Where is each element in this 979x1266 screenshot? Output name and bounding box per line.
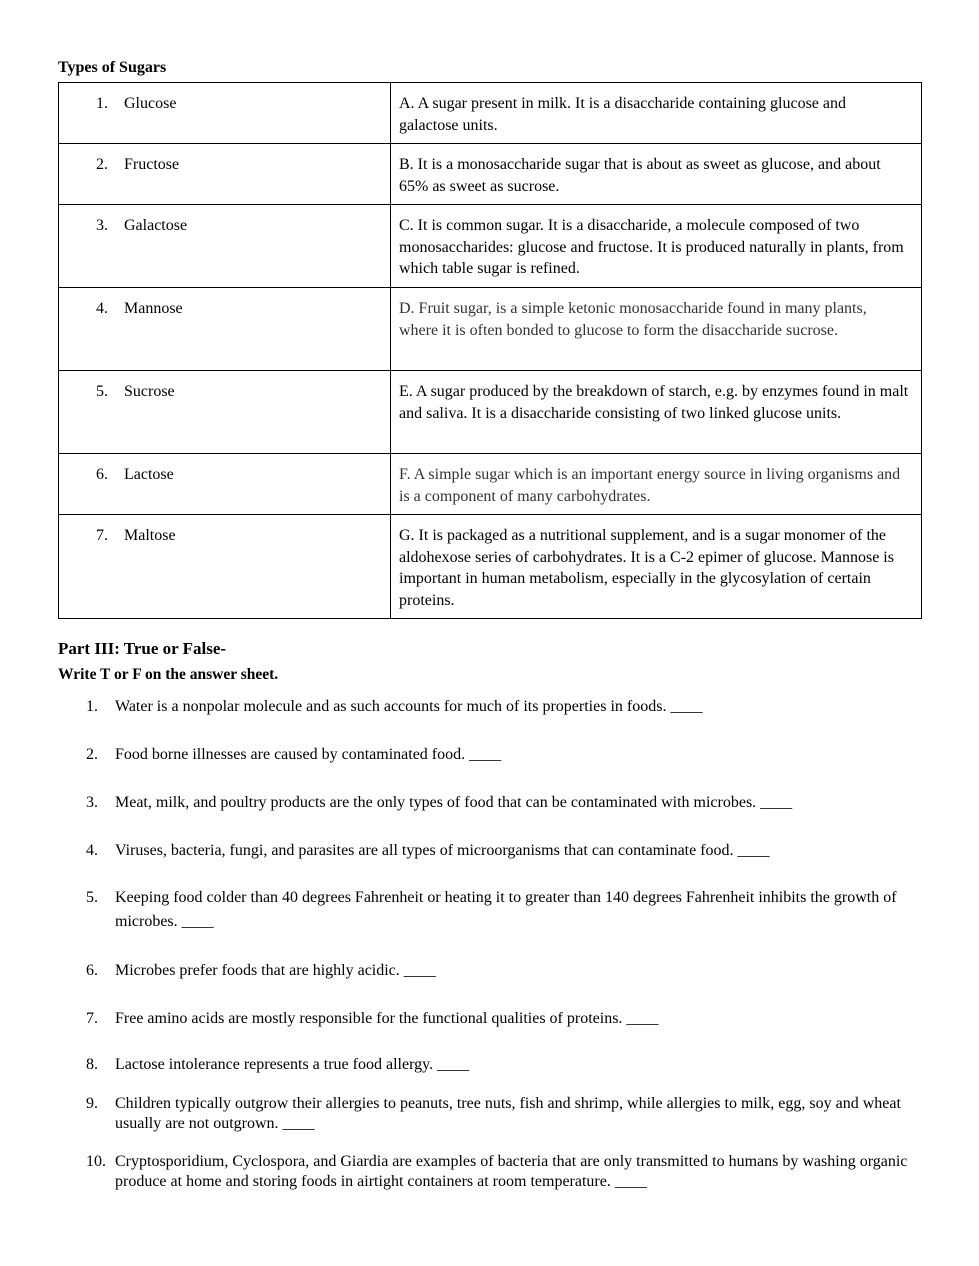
question-item — [86, 1152, 916, 1192]
part-heading: Part III: True or False- — [58, 639, 227, 658]
definition-text: B. It is a monosaccharide sugar that is about as sweet as glucose, and about 65% as sweet as sucrose. — [399, 156, 881, 195]
question-item — [86, 1055, 916, 1075]
sugar-name: Glucose — [124, 95, 177, 112]
question-text: Keeping food colder than 40 degrees Fahrenheit or heating it to greater than 140 degrees Fahrenheit inhibits the growth of microbes. ____ — [115, 889, 897, 930]
sugar-name: Lactose — [124, 466, 174, 483]
table-row — [59, 515, 922, 619]
question-text: Microbes prefer foods that are highly acidic. ____ — [115, 962, 436, 979]
instructions: Write T or F on the answer sheet. — [58, 666, 279, 683]
definition-cell — [391, 371, 922, 454]
sugar-number: 3. — [96, 217, 108, 234]
question-item — [86, 1009, 916, 1029]
sugar-name: Fructose — [124, 156, 180, 173]
sugar-cell — [59, 288, 391, 371]
table-row — [59, 288, 922, 371]
question-item — [86, 961, 916, 981]
question-text: Children typically outgrow their allergies to peanuts, tree nuts, fish and shrimp, while allergies to milk, egg, soy and wheat usually are not outgrown. ____ — [115, 1095, 901, 1132]
question-text: Free amino acids are mostly responsible for the functional qualities of proteins. ____ — [115, 1010, 659, 1027]
question-item — [86, 1094, 916, 1134]
sugar-number: 6. — [96, 466, 108, 483]
sugar-number: 5. — [96, 383, 108, 400]
sugar-cell — [59, 515, 391, 619]
question-number: 7. — [86, 1010, 98, 1027]
definition-cell — [391, 205, 922, 288]
sugar-name: Mannose — [124, 300, 183, 317]
question-number: 8. — [86, 1056, 98, 1073]
sugar-number: 7. — [96, 527, 108, 544]
definition-cell — [391, 515, 922, 619]
question-number: 10. — [86, 1153, 106, 1170]
definition-cell — [391, 454, 922, 515]
question-item — [86, 886, 916, 934]
sugar-number: 2. — [96, 156, 108, 173]
question-number: 4. — [86, 842, 98, 859]
sugar-number: 4. — [96, 300, 108, 317]
definition-text: E. A sugar produced by the breakdown of starch, e.g. by enzymes found in malt and saliva. It is a disaccharide consisting of two linked glucose units. — [399, 383, 909, 422]
question-item — [86, 697, 916, 717]
section-title: Types of Sugars — [58, 59, 167, 76]
definition-text: G. It is packaged as a nutritional supplement, and is a sugar monomer of the aldohexose series of carbohydrates. It is a C-2 epimer of glucose. Mannose is important in human metabolism, especially in the glycosylation of certain proteins. — [399, 527, 894, 609]
question-text: Meat, milk, and poultry products are the only types of food that can be contaminated with microbes. ____ — [115, 794, 793, 811]
question-number: 6. — [86, 962, 98, 979]
definition-text: C. It is common sugar. It is a disaccharide, a molecule composed of two monosaccharides: glucose and fructose. It is produced naturally in plants, from which table sugar is refined. — [399, 217, 904, 277]
question-number: 9. — [86, 1095, 98, 1112]
sugar-name: Maltose — [124, 527, 176, 544]
question-text: Water is a nonpolar molecule and as such accounts for much of its properties in foods. ____ — [115, 698, 703, 715]
sugar-name: Sucrose — [124, 383, 175, 400]
table-row — [59, 454, 922, 515]
question-number: 2. — [86, 746, 98, 763]
question-item — [86, 841, 916, 861]
table-row — [59, 83, 922, 144]
question-item — [86, 793, 916, 813]
sugars-matching-table — [58, 82, 922, 619]
sugar-cell — [59, 205, 391, 288]
definition-cell — [391, 288, 922, 371]
sugar-cell — [59, 371, 391, 454]
sugar-cell — [59, 454, 391, 515]
definition-text: D. Fruit sugar, is a simple ketonic monosaccharide found in many plants, where it is often bonded to glucose to form the disaccharide sucrose. — [399, 300, 867, 339]
definition-text: A. A sugar present in milk. It is a disaccharide containing glucose and galactose units. — [399, 95, 846, 134]
table-row — [59, 371, 922, 454]
sugar-cell — [59, 144, 391, 205]
question-number: 3. — [86, 794, 98, 811]
question-text: Food borne illnesses are caused by contaminated food. ____ — [115, 746, 502, 763]
definition-cell — [391, 144, 922, 205]
sugar-number: 1. — [96, 95, 108, 112]
sugar-cell — [59, 83, 391, 144]
definition-text: F. A simple sugar which is an important energy source in living organisms and is a component of many carbohydrates. — [399, 466, 901, 505]
table-row — [59, 205, 922, 288]
sugar-name: Galactose — [124, 217, 188, 234]
table-row — [59, 144, 922, 205]
question-text: Lactose intolerance represents a true food allergy. ____ — [115, 1056, 470, 1073]
question-number: 5. — [86, 889, 98, 906]
definition-cell — [391, 83, 922, 144]
question-text: Cryptosporidium, Cyclospora, and Giardia are examples of bacteria that are only transmitted to humans by washing organic produce at home and storing foods in airtight containers at room temperature. ____ — [115, 1153, 908, 1190]
question-number: 1. — [86, 698, 98, 715]
question-item — [86, 745, 916, 765]
question-text: Viruses, bacteria, fungi, and parasites are all types of microorganisms that can contaminate food. ____ — [115, 842, 770, 859]
